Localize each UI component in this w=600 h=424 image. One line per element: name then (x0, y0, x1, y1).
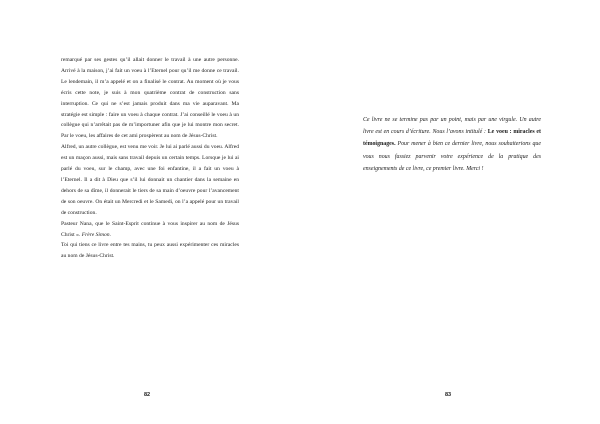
paragraph-alfred: Alfred, un autre collègue, est venu me voir. Je lui ai parlé aussi du voeu. Alfred est un maçon aussi, mais sans travail depuis un certain temps. Lorsque je lui ai parlé du voeu, sur le champ, avec une foi enfantine, il a fait un voeu à l’Eternel. Il a dit à Dieu que s’il lui donnait un chantier dans la semaine en dehors de sa dîme, il donnerait le tiers de sa main d’oeuvre pour l’avancement de son oeuvre. On était un Mercredi et le Samedi, on l’a appelé pour un travail de construction. (61, 144, 239, 216)
signature-frere-simon: Frère Simon. (81, 231, 111, 238)
paragraph-pastor: Pasteur Nana, que le Saint-Esprit continue à vous inspirer au nom de Jésus Christ ». (61, 220, 239, 238)
next-book-title: Le voeu : miracles et témoignages. (363, 129, 542, 148)
paragraph-reader-invitation: Toi qui tiens ce livre entre tes mains, tu peux aussi expérimenter ces miracles au nom de Jésus-Christ. (61, 242, 239, 260)
page-number-right: 83 (445, 392, 452, 398)
page-number-left: 82 (144, 392, 151, 398)
note-request: Pour mener à bien ce dernier livre, nous souhaiterions que vous nous fassiez parvenir votre expérience de la pratique des enseignements de ce livre, ce premier livre. Merci ! (363, 141, 541, 172)
paragraph-closing (61, 219, 239, 241)
left-page-body (61, 55, 239, 262)
paragraph-testimony: remarqué par ses gestes qu’il allait donner le travail à une autre personne. Arrivé à la maison, j’ai fait un voeu à l’Eternel pour qu’il me donne ce travail. Le lendemain, il m’a appelé et on a finalisé le contrat. Au moment où je vous écris cette note, je suis à mon quatrième contrat de construction sans interruption. Ce qui ne s’est jamais produit dans ma vie auparavant. Ma stratégie est simple : faire un voeu à chaque contrat. J’ai conseillé le voeu à un collègue qui n’arrêtait pas de m’importuner afin que je lui montre mon secret. Par le voeu, les affaires de cet ami prospèrent au nom de Jésus-Christ. (61, 57, 239, 140)
right-page-note (363, 114, 541, 175)
right-page (300, 0, 600, 424)
closing-note (363, 114, 541, 175)
note-intro: Ce livre ne se termine pas par un point, mais par une virgule. Un autre livre est en cours d’écriture. Nous l’avons intitulé : (363, 117, 541, 136)
